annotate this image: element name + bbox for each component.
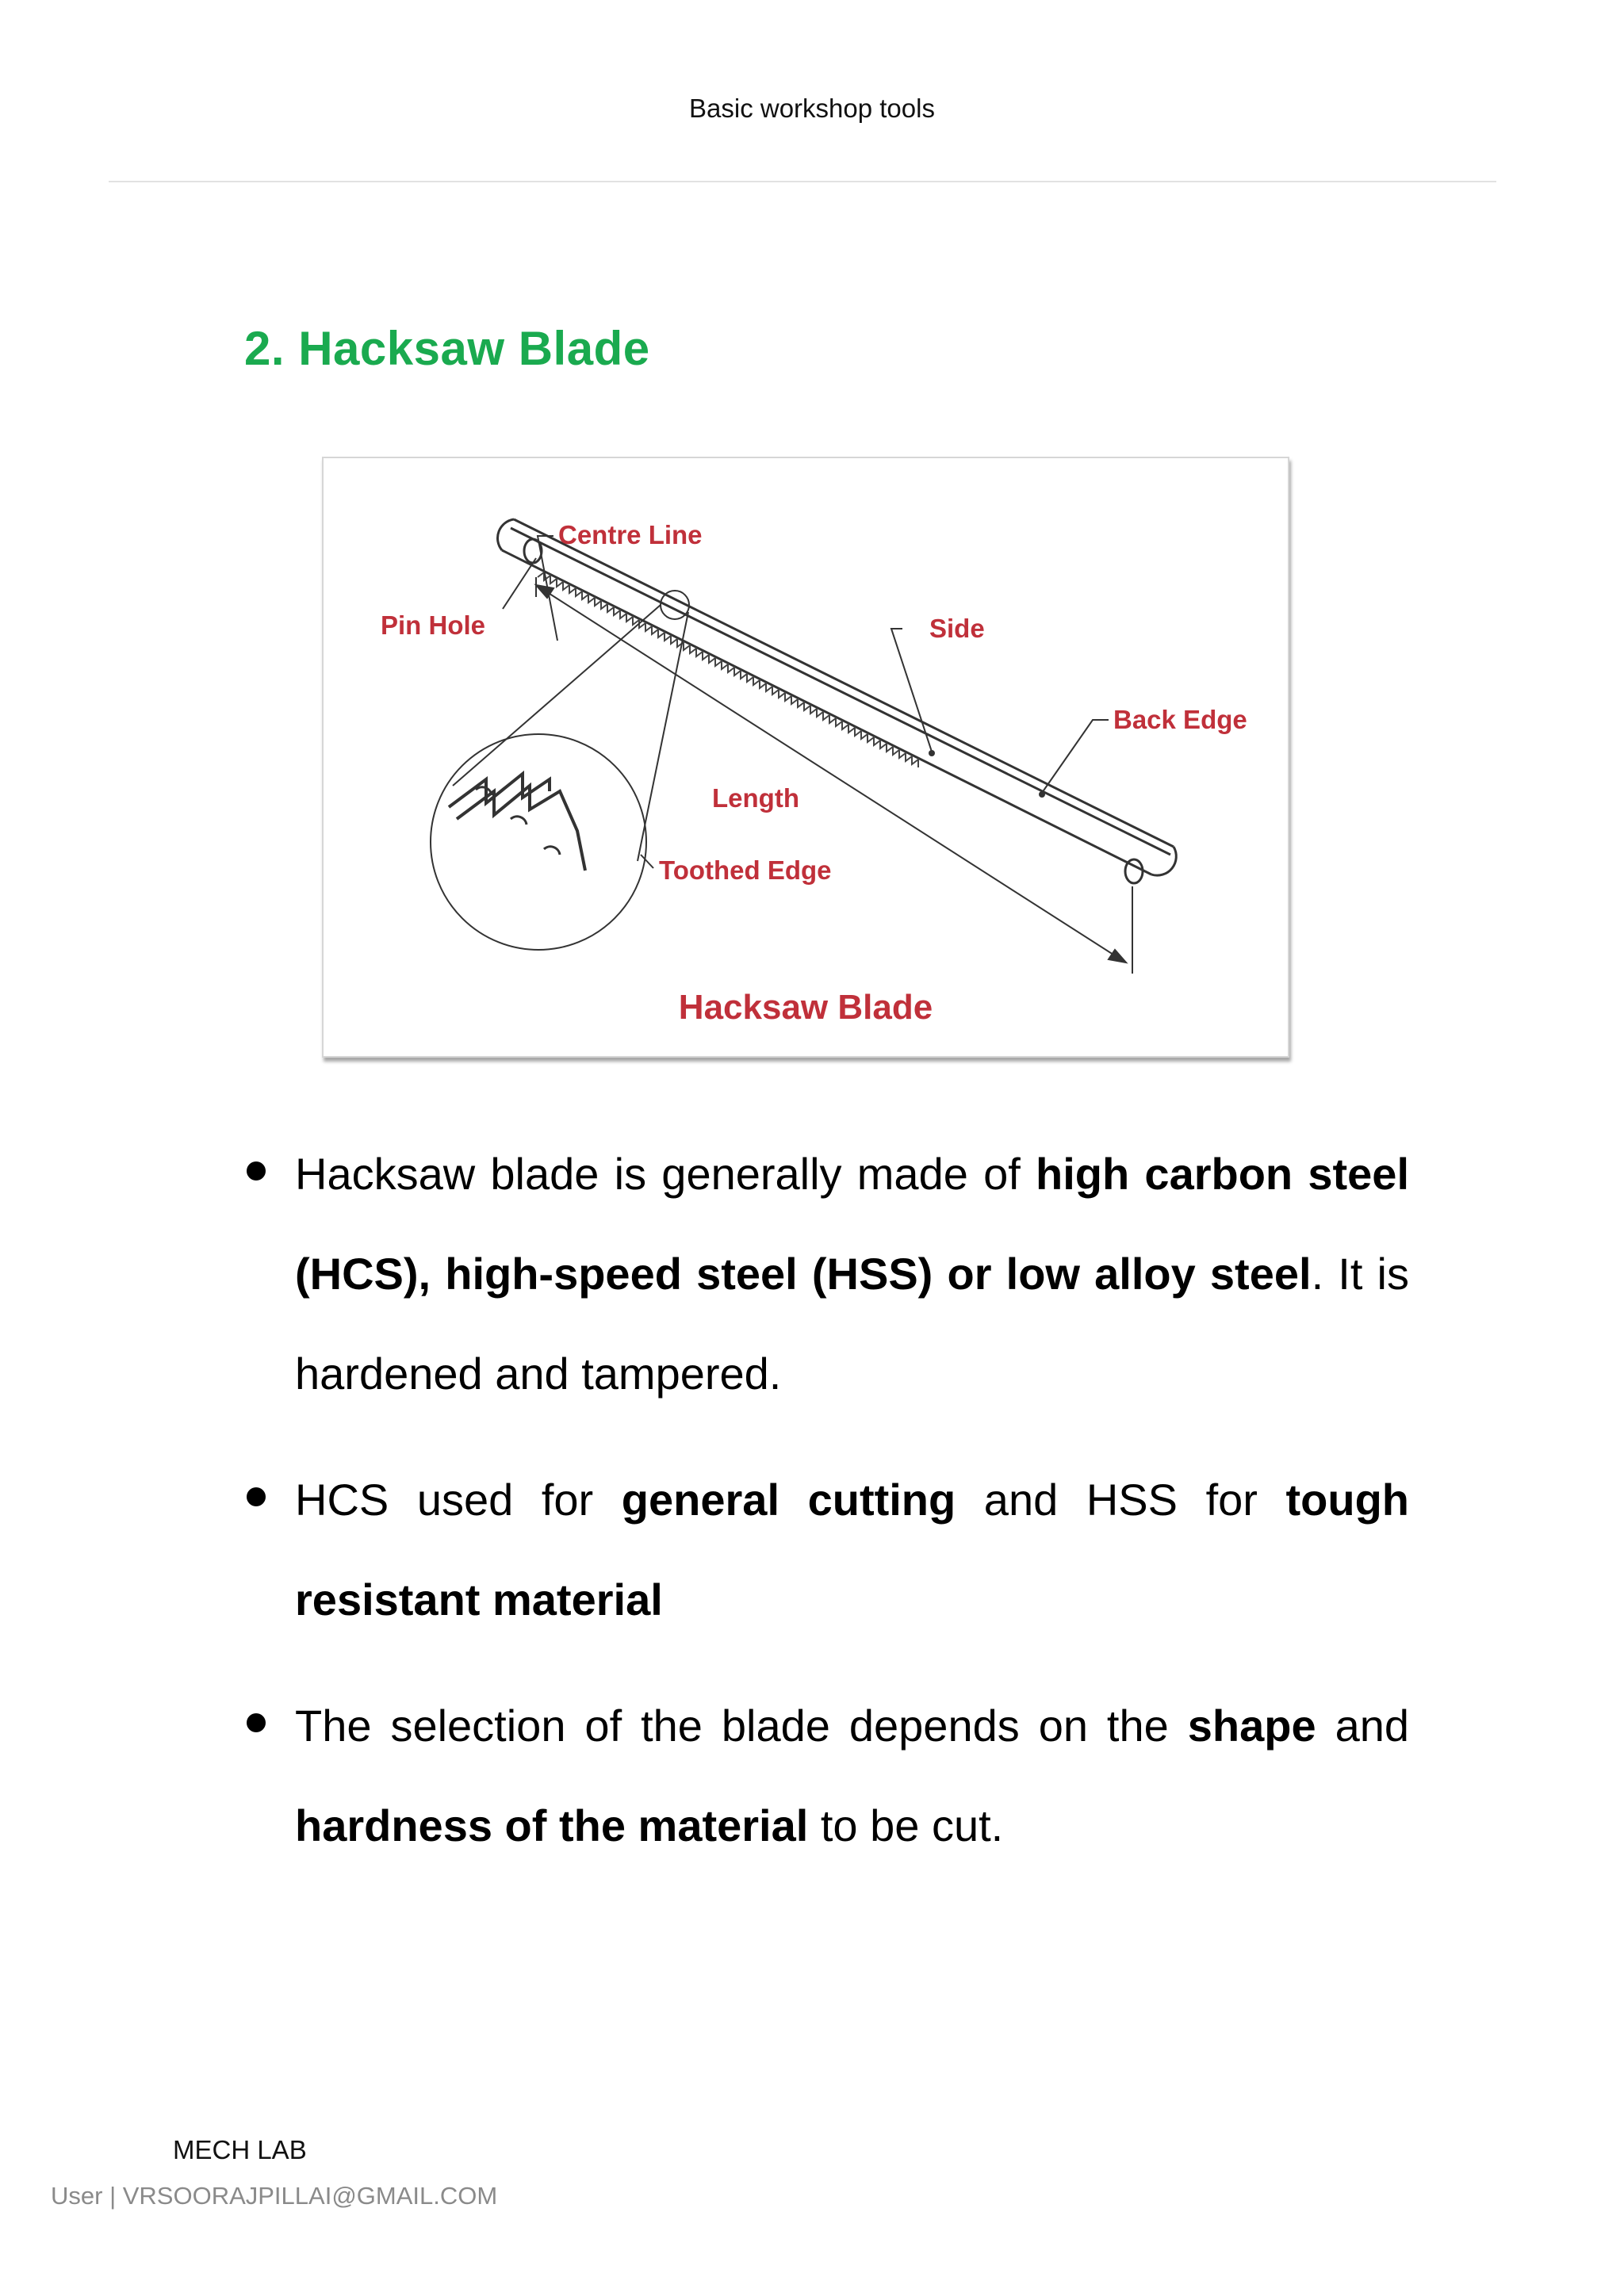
section-title: 2. Hacksaw Blade xyxy=(244,322,650,375)
bold-text: tough resistant material xyxy=(295,1475,1409,1624)
tooth-magnifier xyxy=(431,591,689,950)
blade-teeth xyxy=(538,572,918,767)
text-run: The selection of the blade depends on the xyxy=(295,1701,1188,1751)
label-back-edge: Back Edge xyxy=(1113,705,1247,734)
text-run: to be cut. xyxy=(808,1800,1004,1850)
footer-lab: MECH LAB xyxy=(173,2135,307,2164)
blade-body xyxy=(498,519,1177,875)
bullet-item xyxy=(295,1450,1409,1650)
text-run: HCS used for xyxy=(295,1475,622,1525)
label-centre-line: Centre Line xyxy=(558,520,703,549)
pin-hole-right xyxy=(1125,859,1143,883)
bold-text: high carbon steel (HCS), high-speed steel (HSS) or low alloy steel xyxy=(295,1149,1410,1299)
bullet-item xyxy=(295,1676,1409,1876)
bold-text: hardness of the material xyxy=(295,1800,809,1850)
label-length: Length xyxy=(712,783,799,813)
label-pin-hole: Pin Hole xyxy=(381,610,486,640)
label-toothed-edge: Toothed Edge xyxy=(659,855,832,885)
text-run: Hacksaw blade is generally made of xyxy=(295,1149,1036,1199)
length-dimension xyxy=(536,577,1132,974)
figure-caption: Hacksaw Blade xyxy=(678,988,933,1027)
bold-text: general cutting xyxy=(621,1475,956,1525)
text-run: . It is hardened and tampered. xyxy=(295,1249,1410,1399)
page-header: Basic workshop tools xyxy=(689,94,935,123)
bullet-text xyxy=(295,1701,1409,1850)
bold-text: shape xyxy=(1187,1701,1316,1751)
bullet-dot xyxy=(247,1713,266,1732)
bullet-dot xyxy=(247,1487,266,1506)
header-divider xyxy=(109,181,1496,182)
text-run: and xyxy=(1316,1701,1409,1751)
bullet-list xyxy=(295,1124,1409,1902)
hacksaw-blade-figure xyxy=(322,457,1289,1058)
text-run: and HSS for xyxy=(956,1475,1286,1525)
bullet-text xyxy=(295,1475,1409,1624)
hacksaw-blade-diagram xyxy=(324,458,1288,1056)
bullet-item xyxy=(295,1124,1409,1424)
label-side: Side xyxy=(929,614,985,643)
footer-user: User | VRSOORAJPILLAI@GMAIL.COM xyxy=(51,2182,498,2210)
bullet-text xyxy=(295,1149,1409,1399)
bullet-dot xyxy=(247,1161,266,1181)
